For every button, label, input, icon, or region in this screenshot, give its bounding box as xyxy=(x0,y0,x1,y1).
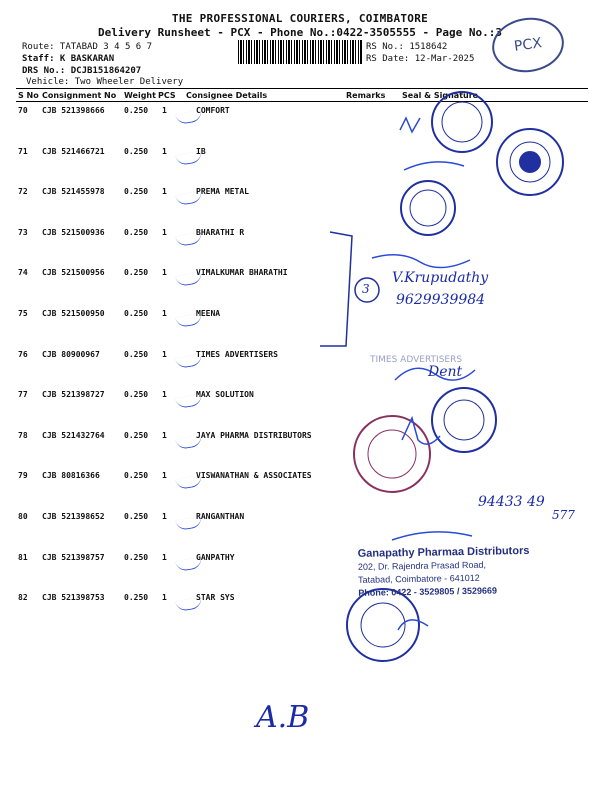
row-consignment-no: CJB 521398652 xyxy=(42,512,105,521)
row-pcs: 1 xyxy=(162,146,167,156)
row-weight: 0.250 xyxy=(124,593,149,603)
ganapathy-stamp-address2: Tatabad, Coimbatore - 641012 xyxy=(358,572,480,585)
row-sno: 74 xyxy=(18,268,28,278)
row-weight: 0.250 xyxy=(124,227,149,237)
row-weight: 0.250 xyxy=(124,187,149,197)
ranganathan-phone: 94433 49 xyxy=(478,494,545,510)
row-consignee: STAR SYS xyxy=(196,593,235,603)
row-pcs: 1 xyxy=(162,471,167,481)
row-sno: 79 xyxy=(18,471,28,481)
row-consignment-no: CJB 521500936 xyxy=(42,227,105,237)
row-sno: 70 xyxy=(18,106,28,115)
row-consignment-no: CJB 521398757 xyxy=(42,552,105,562)
row-consignee: JAYA PHARMA DISTRIBUTORS xyxy=(196,430,312,440)
row-weight: 0.250 xyxy=(124,390,149,400)
row-sno: 72 xyxy=(18,187,28,197)
bottom-signature: A.B xyxy=(256,700,310,735)
row-consignee: COMFORT xyxy=(196,106,230,115)
route-label: Route: TATABAD 3 4 5 6 7 xyxy=(22,42,153,52)
col-consignee: Consignee Details xyxy=(186,91,268,100)
row-consignment-no: CJB 521398666 xyxy=(42,106,105,115)
row-consignee: BHARATHI R xyxy=(196,227,245,237)
col-weight: Weight xyxy=(124,91,156,100)
rs-date: RS Date: 12-Mar-2025 xyxy=(366,54,475,64)
row-pcs: 1 xyxy=(162,552,167,562)
row-pcs: 1 xyxy=(162,268,167,278)
ganapathy-stamp-address1: 202, Dr. Rajendra Prasad Road, xyxy=(357,559,487,572)
ganapathy-distributors-stamp xyxy=(358,544,579,600)
company-title: THE PROFESSIONAL COURIERS, COIMBATORE xyxy=(171,12,429,25)
row-weight: 0.250 xyxy=(124,349,149,359)
ganapathy-stamp-name: Ganapathy Pharmaa Distributors xyxy=(357,544,530,560)
row-consignment-no: CJB 521398753 xyxy=(42,593,105,603)
col-sno: S No xyxy=(18,91,39,100)
ranganathan-phone-suffix: 577 xyxy=(552,508,575,522)
row-consignee: MEENA xyxy=(196,309,221,318)
row-consignment-no: CJB 80900967 xyxy=(42,349,100,359)
row-consignee: MAX SOLUTION xyxy=(196,390,254,400)
max-solution-stamp xyxy=(432,388,496,452)
row-weight: 0.250 xyxy=(124,106,149,115)
row-weight: 0.250 xyxy=(124,471,149,481)
row-pcs: 1 xyxy=(162,227,167,237)
row-weight: 0.250 xyxy=(124,146,149,156)
row-consignee: VIMALKUMAR BHARATHI xyxy=(196,268,288,278)
col-remarks: Remarks xyxy=(346,91,386,100)
row-consignment-no: CJB 521455978 xyxy=(42,187,105,197)
runsheet-subtitle: Delivery Runsheet - PCX - Phone No.:0422-3505555 - Page No.:3 xyxy=(98,26,502,39)
row-weight: 0.250 xyxy=(124,268,149,278)
row-pcs: 1 xyxy=(162,349,167,359)
staff-label: Staff: K BASKARAN xyxy=(22,54,115,64)
col-consignment: Consignment No xyxy=(42,91,117,100)
row-pcs: 1 xyxy=(162,593,167,603)
row-sno: 73 xyxy=(18,227,28,237)
col-pcs: PCS xyxy=(158,91,176,100)
row-consignee: IB xyxy=(196,146,206,156)
row-sno: 76 xyxy=(18,349,28,359)
row-sno: 77 xyxy=(18,390,28,400)
jaya-pharma-stamp xyxy=(354,416,430,492)
row-consignee: GANPATHY xyxy=(196,552,235,562)
row-weight: 0.250 xyxy=(124,512,149,521)
bracket-mark xyxy=(320,232,352,346)
row-weight: 0.250 xyxy=(124,552,149,562)
circle-three-text: 3 xyxy=(362,282,370,296)
row-pcs: 1 xyxy=(162,309,167,318)
row-pcs: 1 xyxy=(162,512,167,521)
drs-label: DRS No.: DCJB151864207 xyxy=(22,66,142,76)
row-weight: 0.250 xyxy=(124,309,149,318)
row-consignment-no: CJB 521398727 xyxy=(42,390,105,400)
row-sno: 81 xyxy=(18,552,28,562)
row-sno: 82 xyxy=(18,593,28,603)
row-weight: 0.250 xyxy=(124,430,149,440)
prema-metal-stamp xyxy=(401,181,455,235)
row-consignee: PREMA METAL xyxy=(196,187,249,197)
row-consignment-no: CJB 521500956 xyxy=(42,268,105,278)
row-sno: 75 xyxy=(18,309,28,318)
row-consignment-no: CJB 521466721 xyxy=(42,146,105,156)
pcx-stamp: PCX xyxy=(489,13,568,76)
row-consignment-no: CJB 521500950 xyxy=(42,309,105,318)
row-sno: 71 xyxy=(18,146,28,156)
ganapathy-stamp-phone: Phone: 0422 - 3529805 / 3529669 xyxy=(358,585,498,598)
row-consignee: TIMES ADVERTISERS xyxy=(196,349,278,359)
row-consignment-no: CJB 80816366 xyxy=(42,471,100,481)
comfort-car-decors-stamp xyxy=(432,92,492,152)
row-pcs: 1 xyxy=(162,430,167,440)
row-sno: 80 xyxy=(18,512,28,521)
row-sno: 78 xyxy=(18,430,28,440)
handwritten-phone: 9629939984 xyxy=(396,292,486,308)
times-advertisers-faded-stamp: TIMES ADVERTISERS xyxy=(370,355,463,365)
handwritten-name: V.Krupudathy xyxy=(392,270,489,286)
rs-number: RS No.: 1518642 xyxy=(366,42,448,52)
row-pcs: 1 xyxy=(162,390,167,400)
row-consignee: RANGANTHAN xyxy=(196,512,245,521)
row-pcs: 1 xyxy=(162,187,167,197)
vehicle-label: Vehicle: Two Wheeler Delivery xyxy=(26,77,184,87)
row-consignment-no: CJB 521432764 xyxy=(42,430,105,440)
row-consignee: VISWANATHAN & ASSOCIATES xyxy=(196,471,312,481)
handwritten-dent: Dent xyxy=(428,364,463,380)
col-seal: Seal & Signature xyxy=(402,91,479,100)
row-pcs: 1 xyxy=(162,106,167,115)
